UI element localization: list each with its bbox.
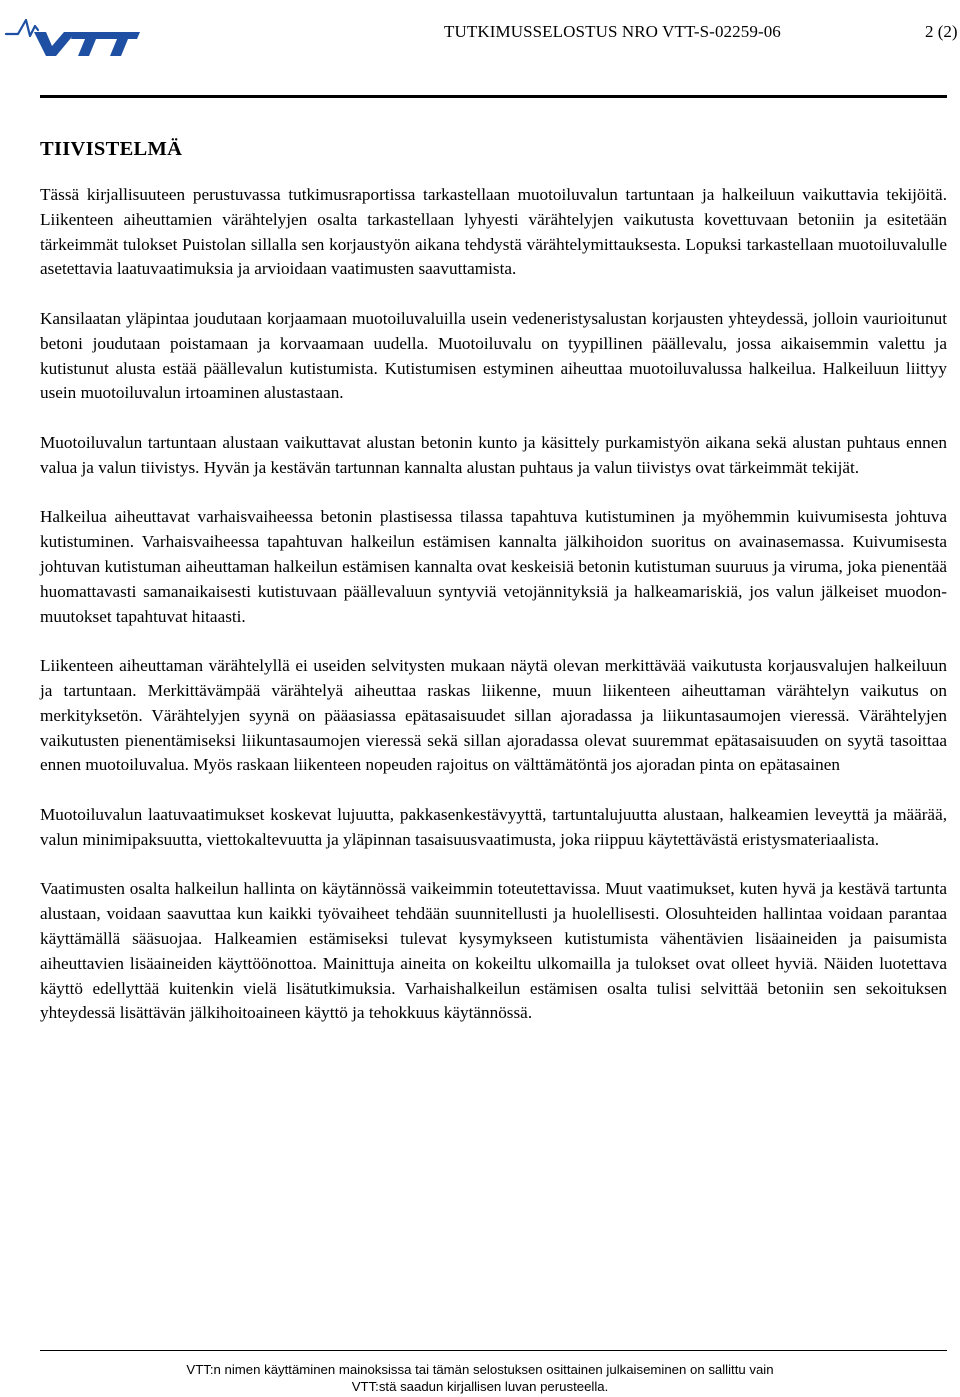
paragraph: Tässä kirjallisuuteen perustuvassa tutkimusraportissa tarkastellaan muotoiluvalun tartuntaan ja halkeiluun vaikuttavia tekijöitä. Liikenteen aiheuttamien värähtelyjen osalta tarkastellaan lyhyesti värähtelyjen vaikutusta kovettuvaan betoniin ja esitetään tärkeimmät tulokset Puistolan sillalla sen korjaustyön aikana tehdystä värähtelymittauksesta. Lopuksi tarkastellaan muotoiluvalulle asetettavia laatuvaatimuksia ja arvioidaan vaatimusten saavuttamista.: [40, 185, 947, 279]
paragraph: Halkeilua aiheuttavat varhaisvaiheessa betonin plastisessa tilassa tapahtuva kutistuminen ja myöhemmin kuivumisesta johtuva kutistuminen. Varhaisvaiheessa tapahtuvan halkeilun estämisen kannalta jälkihoidon suoritus on avainasemassa. Kuivumisesta johtuvan kutistuman aiheuttaman halkeilun estämisen kannalta ovat keskeisiä betonin kutistuman suuruus ja viruma, joka pienentää huomattavasti samanaikaisesti kutistuvaan päällevaluun syntyviä vetojännityksiä ja halkeamariskiä, jos valun jälkeiset muodonmuutokset tapahtuvat hitaasti.: [40, 507, 947, 626]
footer-line-1: VTT:n nimen käyttäminen mainoksissa tai tämän selostuksen osittainen julkaiseminen on sallittu vain: [186, 1362, 774, 1377]
paragraph: Muotoiluvalun laatuvaatimukset koskevat lujuutta, pakkasenkestävyyttä, tartuntalujuutta alustaan, halkeamien leveyttä ja määrää, valun minimipaksuutta, viettokaltevuutta ja yläpinnan tasaisuusvaatimusta, joka riippuu käytettävästä eristysmateriaalista.: [40, 804, 947, 849]
paragraph: Vaatimusten osalta halkeilun hallinta on käytännössä vaikeimmin toteutettavissa. Muut vaatimukset, kuten hyvä ja kestävä tartunta alustaan, voidaan saavuttaa kun kaikki työvaiheet tehdään suunnitellusti ja huolellisesti. Olosuhteiden hallintaa voidaan parantaa käyttämällä sääsuojaa. Halkeamien estämiseksi tulevat kysymykseen kutistumista vähentävien lisäaineiden ja paisumista aiheuttavien lisäaineiden käyttöönottoa. Mainittuja aineita on kokeiltu ulkomailla ja tulokset ovat olleet hyviä. Näiden luotettava käyttö edellyttää kuitenkin vielä lisätutkimuksia. Varhaishalkeilun estämisen osalta tulisi selvittää betoniin sen sekoituksen yhteydessä lisättävän jälkihoitoaineen käyttö ja tehokkuus käytännössä.: [40, 879, 947, 1023]
vtt-logo: [4, 6, 140, 56]
logo-letter-v: [34, 32, 76, 56]
paragraph: Muotoiluvalun tartuntaan alustaan vaikuttavat alustan betonin kunto ja käsittely purkamistyön aikana sekä alustan puhtaus ennen valua ja valun tiivistys. Hyvän ja kestävän tartunnan kannalta alustan puhtaus ja valun tiivistys ovat tärkeimmät tekijät.: [40, 432, 947, 477]
footer-notice: [0, 1361, 960, 1395]
abstract-body: [40, 183, 947, 1051]
footer-divider: [40, 1350, 947, 1351]
footer-line-2: VTT:stä saadun kirjallisen luvan perusteella.: [351, 1379, 609, 1394]
report-id: TUTKIMUSSELOSTUS NRO VTT-S-02259-06: [444, 22, 781, 41]
paragraph: Kansilaatan yläpintaa joudutaan korjaamaan muotoiluvaluilla usein vedeneristysalustan korjausten yhteydessä, jolloin vaurioitunut betoni joudutaan poistamaan ja korvaamaan uudella. Muotoiluvalu on tyypillinen päällevalu, jossa aikaisemmin valettu ja kutistunut alusta estää päällevalun kutistumista. Kutistumisen estyminen aiheuttaa muotoiluvalussa halkeilua. Halkeiluun liittyy usein muotoiluvalun irtoaminen alustastaan.: [40, 308, 947, 403]
logo-swoosh: [6, 20, 38, 36]
logo-letter-t1: [71, 32, 108, 56]
logo-letter-t2: [104, 32, 140, 56]
page-number: 2 (2): [925, 22, 958, 41]
header-divider: [40, 95, 947, 98]
paragraph: Liikenteen aiheuttaman värähtelyllä ei useiden selvitysten mukaan näytä olevan merkittävää vaikutusta korjausvalujen halkeiluun ja tartuntaan. Merkittävämpää värähtelyä aiheuttaa raskas liikenne, muun liikenteen aiheuttaman värähtelyn vaikutus on merkityksetön. Värähtelyjen syynä on pääasiassa epätasaisuudet sillan ajoradassa ja liikuntasaumojen vieressä. Värähtelyjen vaikutusten pienentämiseksi liikuntasaumojen vieressä sekä sillan ajoradassa olevat suuremmat epätasaisuuden on syytä tasoittaa ennen muotoiluvalua. Myös raskaan liikenteen nopeuden rajoitus on välttämätöntä jos ajoradan pinta on epätasainen: [40, 656, 947, 775]
section-title: TIIVISTELMÄ: [40, 138, 183, 160]
